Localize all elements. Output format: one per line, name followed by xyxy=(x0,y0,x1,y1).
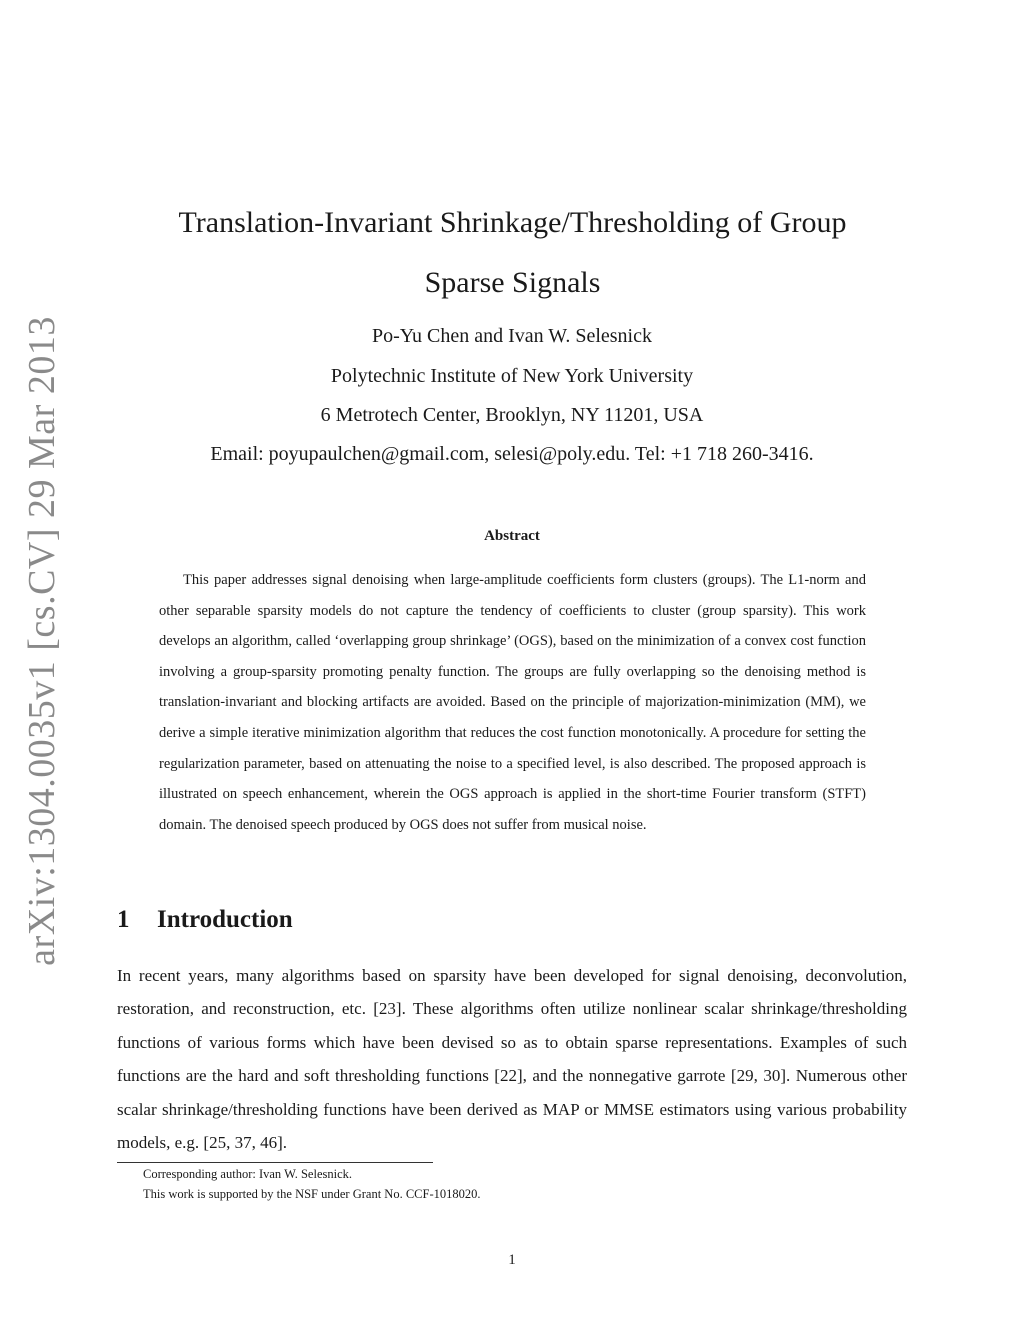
footnote-corresponding-author: Corresponding author: Ivan W. Selesnick. xyxy=(143,1167,352,1181)
paper-title: Translation-Invariant Shrinkage/Thresholding of Group Sparse Signals xyxy=(178,206,847,299)
institution: Polytechnic Institute of New York University xyxy=(330,365,694,387)
intro-paragraph: In recent years, many algorithms based on sparsity have been developed for signal denoising, deconvolution, restoration, and reconstruction, etc. [23]. These algorithms often utilize nonlinear scalar shrinkage/thresholding functions of various forms which have been devised so as to obtain sparse representations. Examples of such functions are the hard and soft thresholding functions [22], and the nonnegative garrote [29, 30]. Numerous other scalar shrinkage/thresholding functions have been derived as MAP or MMSE estimators using various probability models, e.g. [25, 37, 46]. xyxy=(117,966,907,1153)
footnote-funding: This work is supported by the NSF under Grant No. CCF-1018020. xyxy=(143,1187,481,1201)
page-number: 1 xyxy=(508,1252,516,1268)
section-heading xyxy=(117,906,293,934)
arxiv-side-stamp: arXiv:1304.0035v1 [cs.CV] 29 Mar 2013 xyxy=(21,316,63,966)
abstract-heading: Abstract xyxy=(484,528,540,544)
authors: Po-Yu Chen and Ivan W. Selesnick xyxy=(372,325,652,347)
footnote-rule xyxy=(117,1162,433,1163)
section-title: Introduction xyxy=(157,906,293,933)
contact-info: Email: poyupaulchen@gmail.com, selesi@poly.edu. Tel: +1 718 260-3416. xyxy=(210,443,814,465)
section-number: 1 xyxy=(117,906,130,933)
abstract-text: This paper addresses signal denoising when large-amplitude coefficients form clusters (groups). The L1-norm and other separable sparsity models do not capture the tendency of coefficients to cluster (group sparsity). This work develops an algorithm, called ‘overlapping group shrinkage’ (OGS), based on the minimization of a convex cost function involving a group-sparsity promoting penalty function. The groups are fully overlapping so the denoising method is translation-invariant and blocking artifacts are avoided. Based on the principle of majorization-minimization (MM), we derive a simple iterative minimization algorithm that reduces the cost function monotonically. A procedure for setting the regularization parameter, based on attenuating the noise to a specified level, is also described. The proposed approach is illustrated on speech enhancement, wherein the OGS approach is applied in the short-time Fourier transform (STFT) domain. The denoised speech produced by OGS does not suffer from musical noise. xyxy=(159,572,866,833)
address: 6 Metrotech Center, Brooklyn, NY 11201, USA xyxy=(320,404,704,426)
